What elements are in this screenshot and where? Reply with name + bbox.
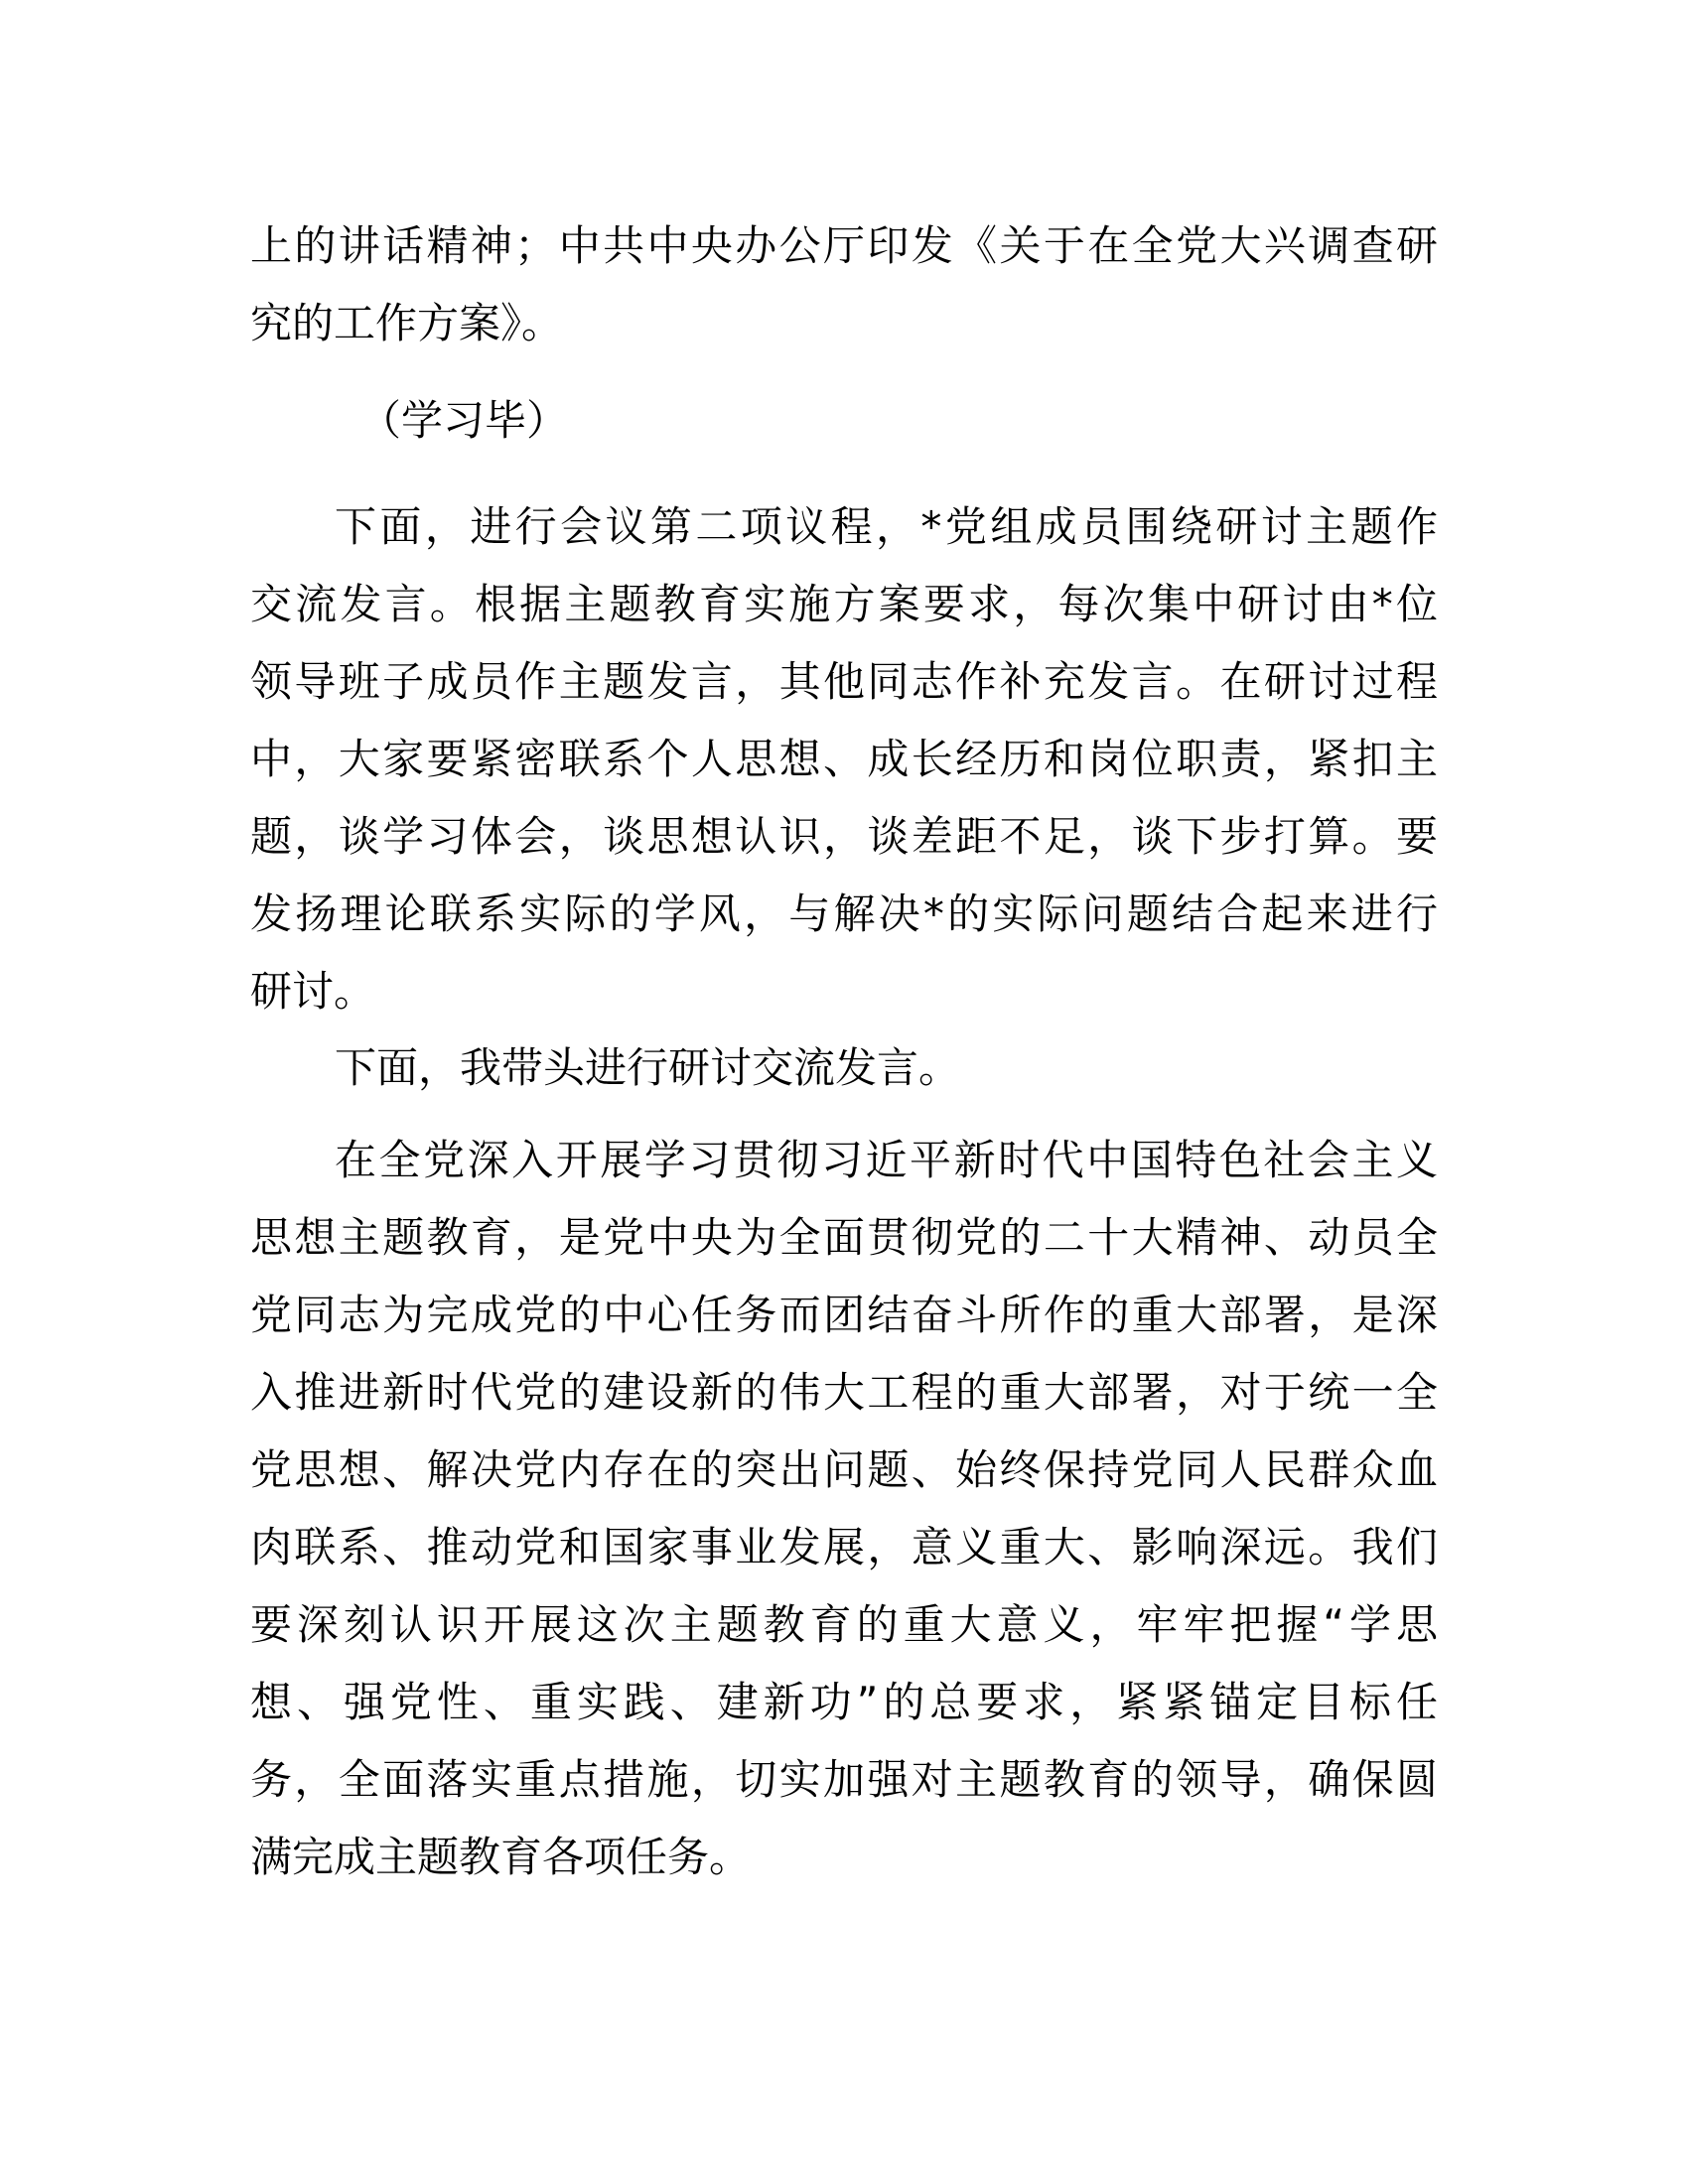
text-line: 思想主题教育，是党中央为全面贯彻党的二十大精神、动员全 xyxy=(250,1213,1438,1262)
text-line: 务，全面落实重点措施，切实加强对主题教育的领导，确保圆 xyxy=(250,1755,1438,1804)
text-line: （学习毕） xyxy=(359,396,569,445)
text-line: 题，谈学习体会，谈思想认识，谈差距不足，谈下步打算。要 xyxy=(250,812,1438,861)
paragraph-continuation xyxy=(250,207,1438,362)
text-line: 入推进新时代党的建设新的伟大工程的重大部署，对于统一全 xyxy=(250,1368,1438,1417)
text-line: 在全党深入开展学习贯彻习近平新时代中国特色社会主义 xyxy=(335,1136,1438,1184)
text-line: 中，大家要紧密联系个人思想、成长经历和岗位职责，紧扣主 xyxy=(250,735,1438,783)
text-line: 发扬理论联系实际的学风，与解决*的实际问题结合起来进行 xyxy=(250,889,1438,938)
paragraph-study-complete-note xyxy=(250,382,1438,460)
paragraph-lead-speech-intro xyxy=(250,1029,1438,1107)
text-line: 满完成主题教育各项任务。 xyxy=(250,1833,752,1881)
text-line: 下面，我带头进行研讨交流发言。 xyxy=(335,1043,961,1092)
text-line: 交流发言。根据主题教育实施方案要求，每次集中研讨由*位 xyxy=(250,580,1438,628)
text-line: 下面，进行会议第二项议程，*党组成员围绕研讨主题作 xyxy=(335,502,1438,551)
text-line: 上的讲话精神；中共中央办公厅印发《关于在全党大兴调查研 xyxy=(250,221,1438,270)
paragraph-theme-education xyxy=(250,1122,1438,1896)
text-line: 党思想、解决党内存在的突出问题、始终保持党同人民群众血 xyxy=(250,1445,1438,1494)
text-line: 党同志为完成党的中心任务而团结奋斗所作的重大部署，是深 xyxy=(250,1291,1438,1339)
text-line: 肉联系、推动党和国家事业发展，意义重大、影响深远。我们 xyxy=(250,1523,1438,1571)
text-line: 研讨。 xyxy=(250,967,376,1016)
text-line: 究的工作方案》。 xyxy=(250,299,564,347)
text-line: 领导班子成员作主题发言，其他同志作补充发言。在研讨过程 xyxy=(250,657,1438,706)
paragraph-second-agenda-item xyxy=(250,488,1438,1030)
text-line: 要深刻认识开展这次主题教育的重大意义，牢牢把握“学思 xyxy=(250,1600,1438,1649)
text-line: 想、强党性、重实践、建新功”的总要求，紧紧锚定目标任 xyxy=(250,1678,1438,1726)
